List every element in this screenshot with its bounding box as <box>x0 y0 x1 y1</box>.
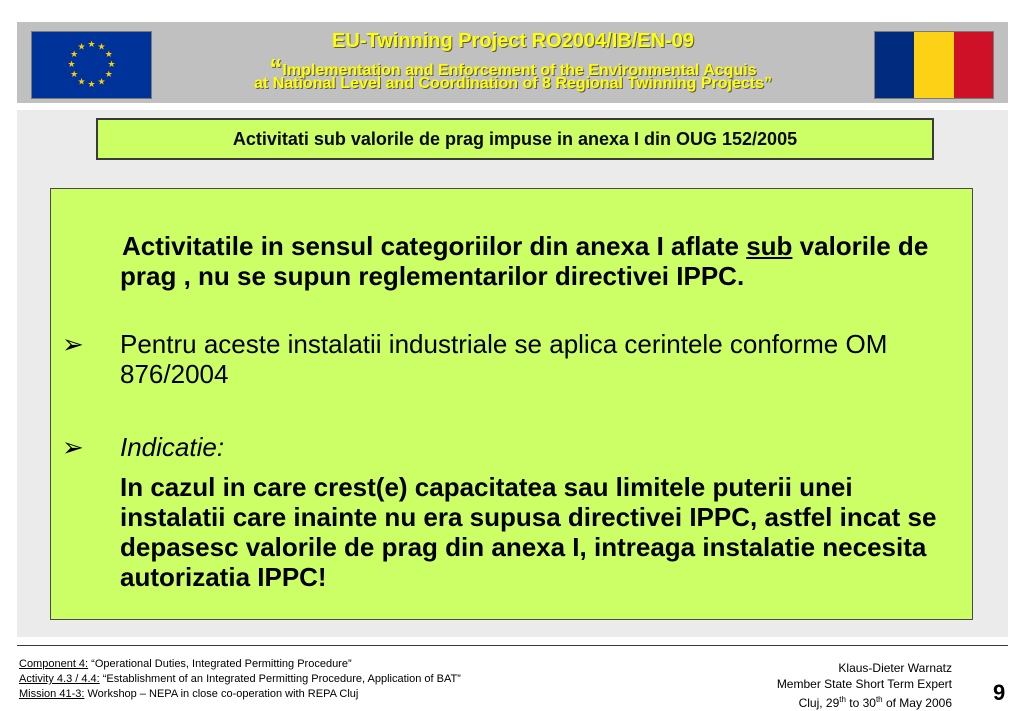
svg-text:★: ★ <box>70 70 79 80</box>
footer-project-info <box>19 657 461 702</box>
footer-role: Member State Short Term Expert <box>776 677 952 691</box>
svg-text:★: ★ <box>77 42 86 53</box>
footer-author: Klaus-Dieter Warnatz <box>838 661 952 675</box>
project-subtitle-line2: at National Level and Coordination of 8 Regional Twinning Projects” <box>254 75 772 92</box>
svg-text:★: ★ <box>104 70 113 80</box>
svg-text:★: ★ <box>107 60 116 70</box>
svg-text:★: ★ <box>87 80 96 90</box>
romania-flag-icon <box>874 31 994 99</box>
arrow-bullet-icon: ➢ <box>62 329 84 359</box>
indication-paragraph: In cazul in care crest(e) capacitatea sau limitele puterii unei instalatii care inainte nu era supusa directivei IPPC, astfel incat se depasesc valorile de prag din anexa I, intreaga instalatie necesita autorizatia IPPC! <box>120 472 937 592</box>
eu-flag-icon <box>31 31 152 99</box>
footer-component-line: Component 4: “Operational Duties, Integrated Permitting Procedure” <box>19 658 352 670</box>
svg-text:★: ★ <box>97 77 106 88</box>
svg-text:★: ★ <box>67 60 76 70</box>
svg-text:★: ★ <box>77 77 86 88</box>
slide-title: Activitati sub valorile de prag impuse in anexa I din OUG 152/2005 <box>96 118 934 160</box>
intro-paragraph: Activitatile in sensul categoriilor din anexa I aflate sub valorile de prag , nu se supun reglementarilor directivei IPPC. <box>120 231 929 291</box>
header-banner <box>17 22 1008 103</box>
footer-author-info <box>777 660 952 711</box>
footer-mission-line: Mission 41-3: Workshop – NEPA in close co-operation with REPA Cluj <box>19 688 359 700</box>
project-subtitle-line1: “Implementation and Enforcement of the Environmental Acquis <box>269 53 757 83</box>
svg-text:★: ★ <box>87 40 96 50</box>
footer-activity-line: Activity 4.3 / 4.4: “Establishment of an Integrated Permitting Procedure, Application of BAT” <box>19 673 461 685</box>
content-panel <box>50 188 973 620</box>
page-number: 9 <box>993 680 1006 705</box>
svg-text:★: ★ <box>104 50 113 60</box>
project-title: EU-Twinning Project RO2004/IB/EN-09 <box>332 30 694 52</box>
svg-text:★: ★ <box>70 50 79 60</box>
svg-text:★: ★ <box>97 42 106 53</box>
footer-divider <box>17 645 1008 646</box>
arrow-bullet-icon: ➢ <box>62 432 84 462</box>
bullet-paragraph-requirements: Pentru aceste instalatii industriale se aplica cerintele conforme OM 876/2004 <box>120 329 888 389</box>
footer-date: Cluj, 29th to 30th of May 2006 <box>798 695 952 710</box>
bullet-paragraph-indication: Indicatie: <box>120 432 225 462</box>
